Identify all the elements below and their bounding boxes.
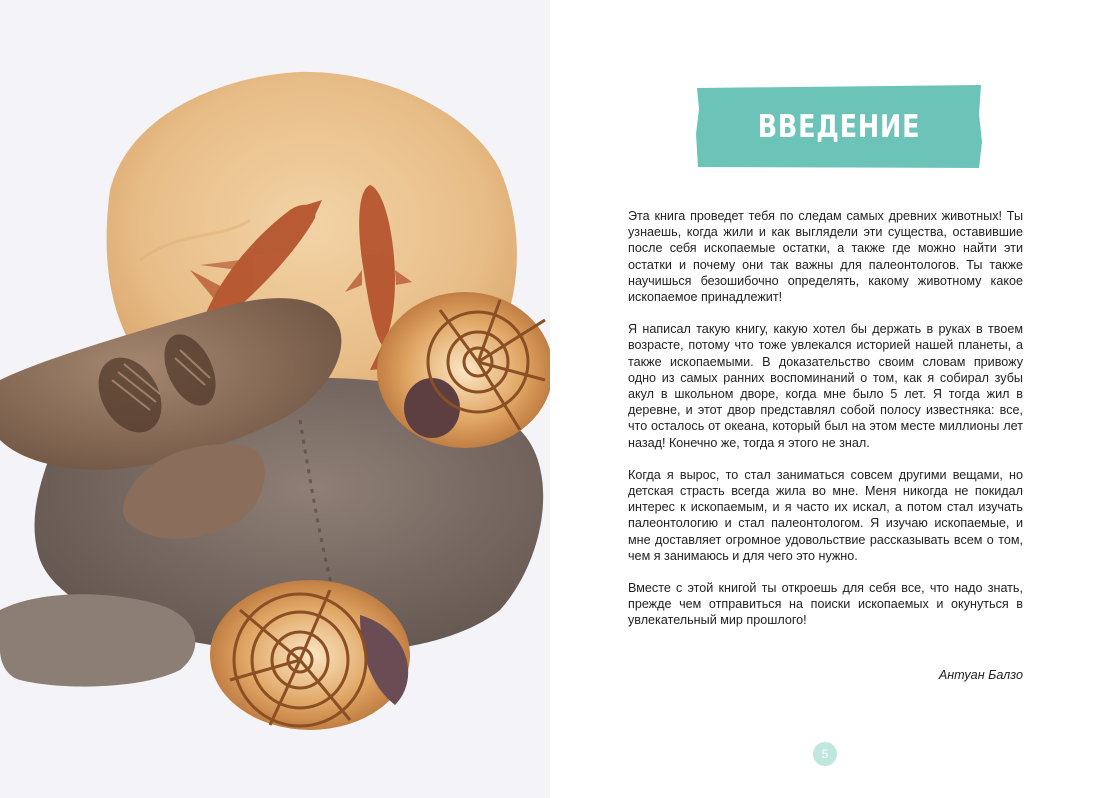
text-page [550,0,1100,798]
paragraph: Вместе с этой книгой ты откроешь для себя все, что надо знать, прежде чем отправиться на поиски ископаемых и окунуться в увлекательный мир прошлого! [628,581,1023,628]
author-signature: Антуан Балзо [938,668,1023,682]
paragraph: Я написал такую книгу, какую хотел бы держать в руках в твоем возрасте, потому что тоже увлекался историей нашей планеты, а также ископаемыми. В доказательство своим словам привожу одно из самых ранних воспоминаний о том, как я собирал зубы акул в школьном дворе, когда мне было 5 лет. Я тогда жил в деревне, и этот двор представлял собой полосу известняка: все, что осталось от океана, который был на этом месте миллионы лет назад! Конечно же, тогда я этого не знал. [628,322,1023,450]
paragraph: Эта книга проведет тебя по следам самых древних животных! Ты узнаешь, когда жили и как выглядели эти существа, оставившие после себя ископаемые остатки, а также где можно найти эти остатки и почему они так важны для палеонтологов. Ты также научишься безошибочно определять, какому животному какое ископаемое принадлежит! [628,209,1023,305]
paragraph: Когда я вырос, то стал заниматься совсем другими вещами, но детская страсть всегда жила во мне. Меня никогда не покидал интерес к ископаемым, и я часто их искал, а потом стал изучать палеонтологию и стал палеонтологом. Я изучаю ископаемые, и мне доставляет огромное удовольствие рассказывать всем о том, чем я занимаюсь и для чего это нужно. [628,467,1023,563]
page-title: ВВЕДЕНИЕ [757,108,921,145]
intro-text [628,208,1023,645]
page-number: 5 [813,742,837,766]
title-banner [695,84,983,169]
